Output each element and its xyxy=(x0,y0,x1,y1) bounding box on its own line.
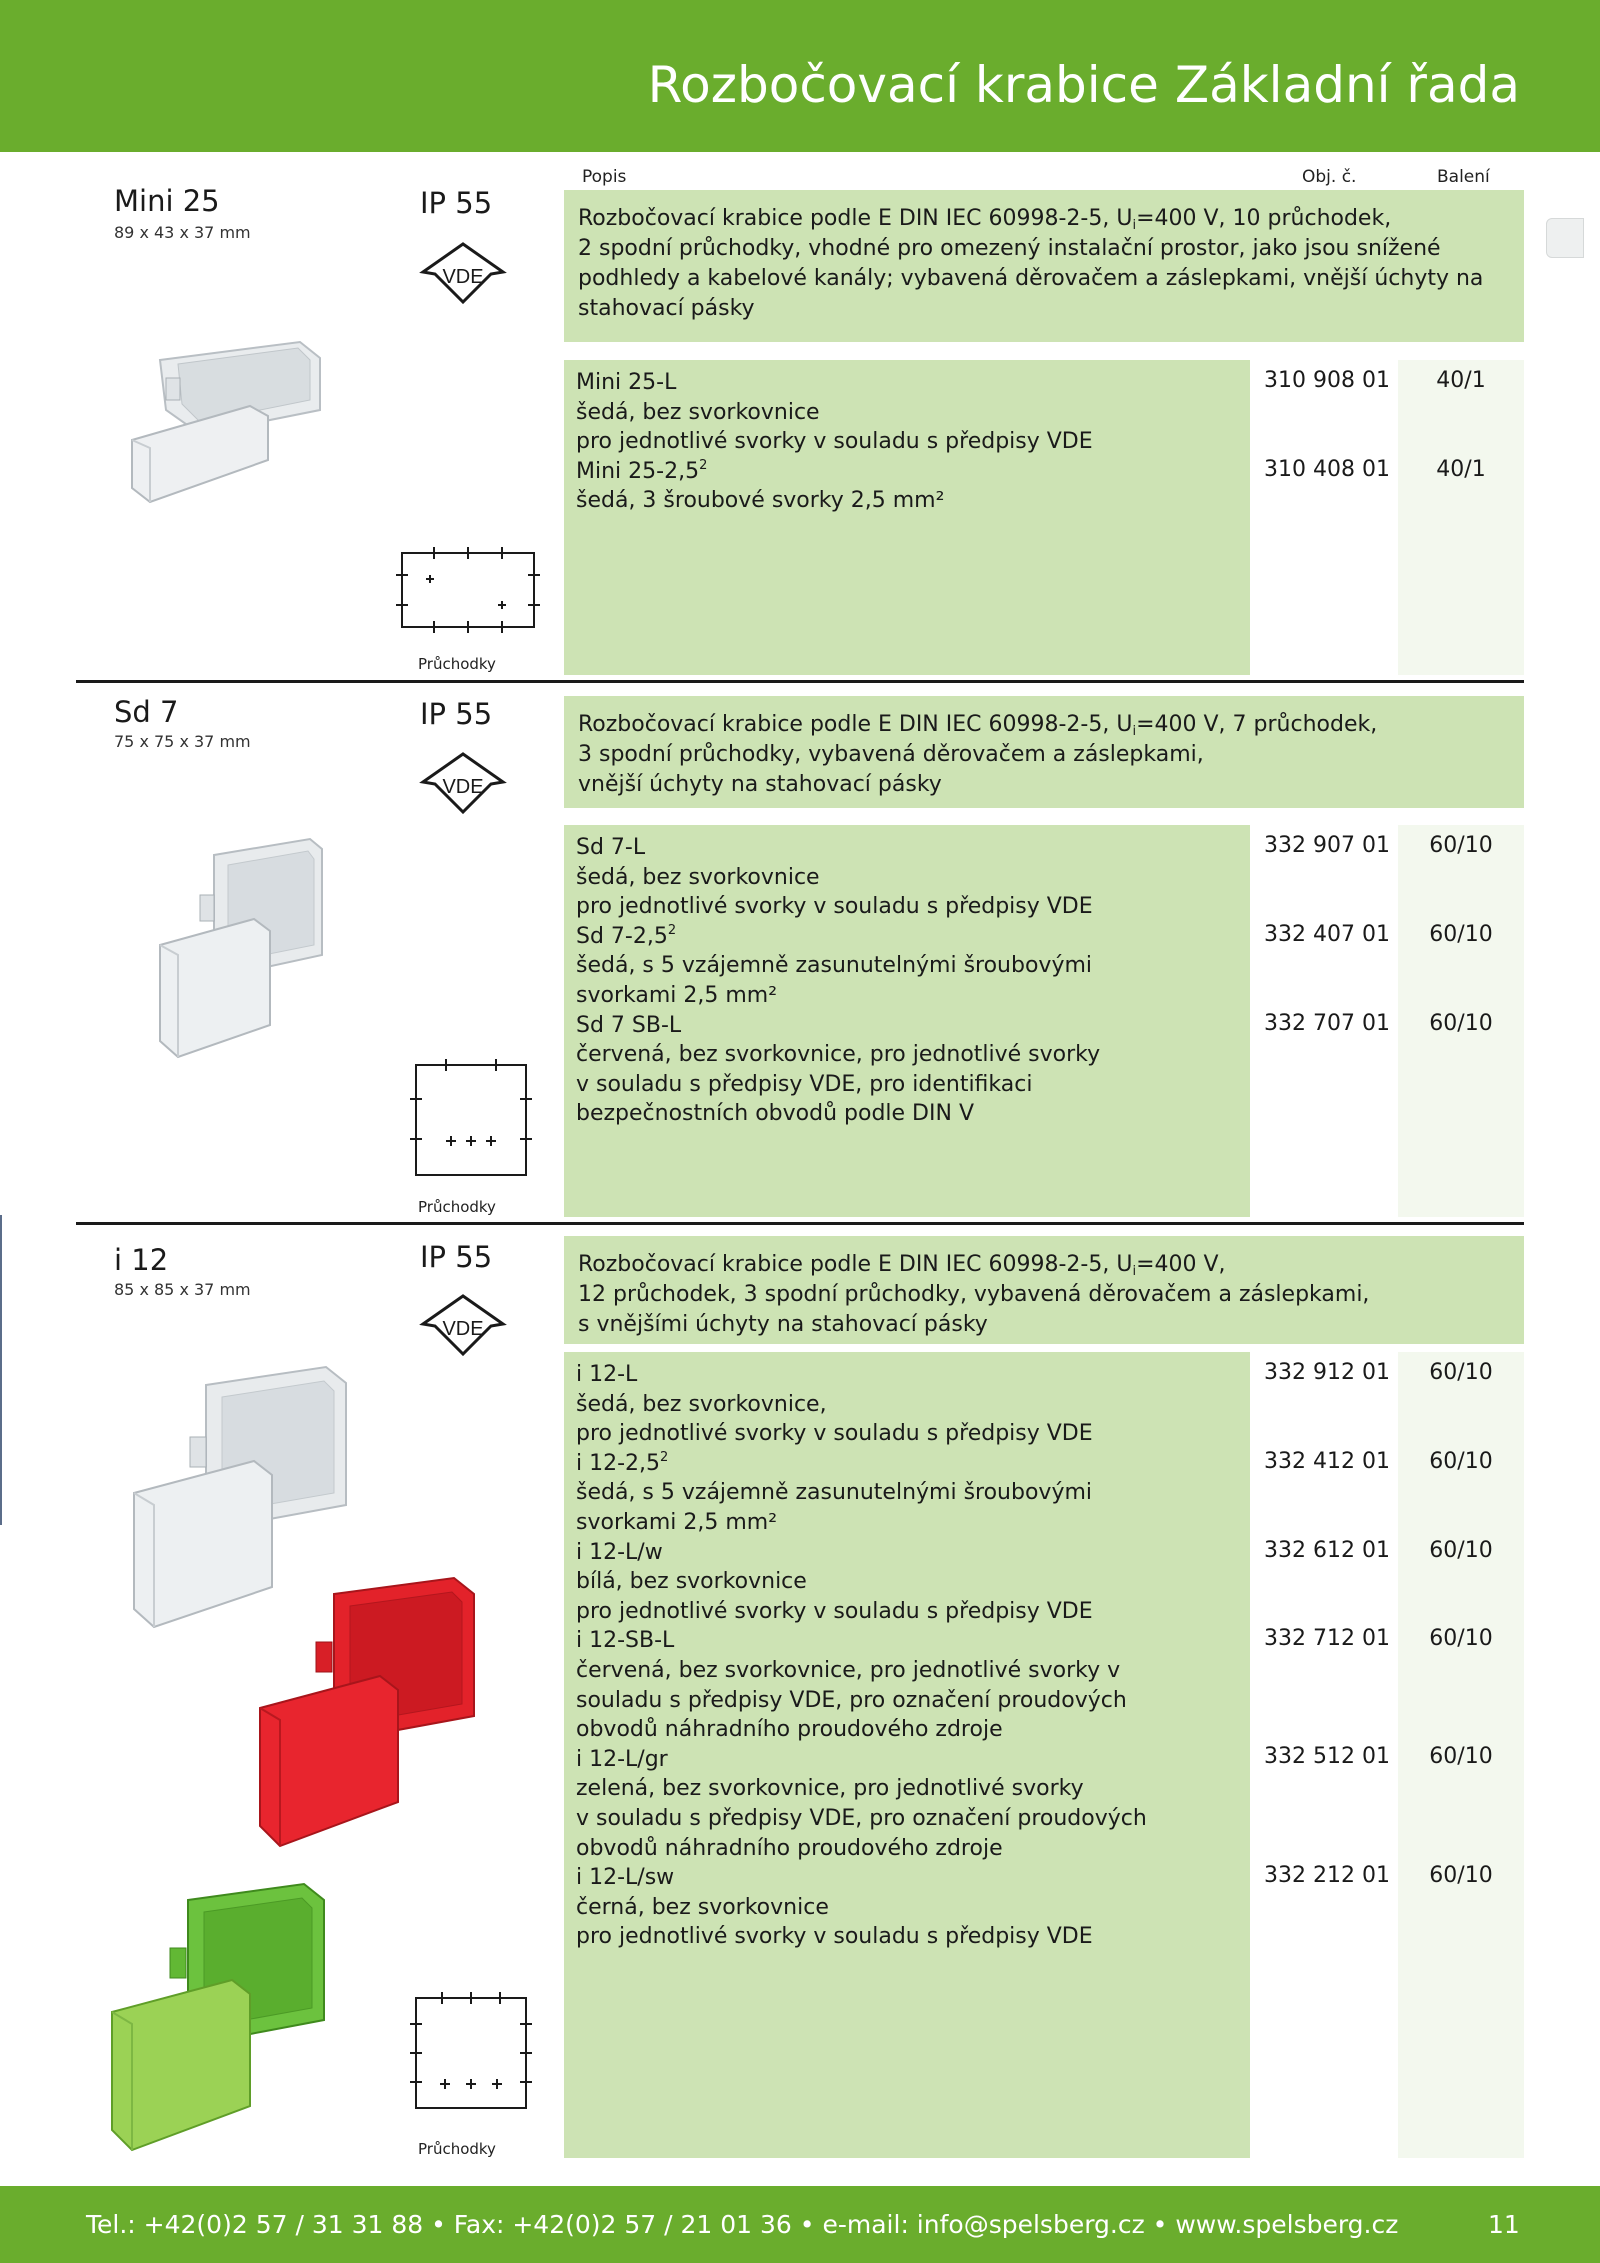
vde-mark-icon xyxy=(419,750,507,816)
ip-rating: IP 55 xyxy=(420,186,493,220)
packaging-column xyxy=(1398,1352,1524,2158)
entries-label: Průchodky xyxy=(418,1198,496,1216)
description-line: vnější úchyty na stahovací pásky xyxy=(578,772,942,797)
variant-line: červená, bez svorkovnice, pro jednotlivé svorky v xyxy=(576,1657,1121,1683)
order-number-column xyxy=(1250,360,1398,675)
order-number: 332 712 01 xyxy=(1264,1626,1390,1651)
variant-line: červená, bez svorkovnice, pro jednotlivé svorky xyxy=(576,1042,1101,1068)
variant-list xyxy=(564,360,1250,675)
description-line: 3 spodní průchodky, vybavená děrovačem a záslepkami, xyxy=(578,742,1204,767)
variant-line: v souladu s předpisy VDE, pro identifikaci xyxy=(576,1071,1033,1097)
section-divider xyxy=(76,680,1524,683)
variant-line: pro jednotlivé svorky v souladu s předpisy VDE xyxy=(576,1924,1093,1950)
mini25-product-image xyxy=(120,330,330,510)
variant-line: obvodů náhradního proudového zdroje xyxy=(576,1835,1003,1861)
packaging-column xyxy=(1398,360,1524,675)
variant-line: i 12-SB-L xyxy=(576,1628,675,1654)
variant-line: šedá, s 5 vzájemně zasunutelnými šroubovými xyxy=(576,953,1093,979)
order-number-column xyxy=(1250,825,1398,1217)
variant-line: černá, bez svorkovnice xyxy=(576,1894,829,1920)
packaging-value: 60/10 xyxy=(1429,1863,1493,1888)
vde-mark-icon xyxy=(419,1292,507,1358)
page-number: 11 xyxy=(1488,2210,1520,2239)
order-number: 332 512 01 xyxy=(1264,1744,1390,1769)
order-number: 310 908 01 xyxy=(1264,368,1390,393)
product-dimensions: 89 x 43 x 37 mm xyxy=(114,223,251,242)
product-description xyxy=(564,696,1524,808)
variant-line: i 12-L/gr xyxy=(576,1746,668,1772)
variant-list xyxy=(564,1352,1250,2158)
order-number: 332 212 01 xyxy=(1264,1863,1390,1888)
section-divider xyxy=(76,1222,1524,1225)
description-line: Rozbočovací krabice podle E DIN IEC 60998-2-5, $U_i=400$ V, 7 průchodek, xyxy=(578,712,1378,739)
variant-line: i 12-L/sw xyxy=(576,1865,675,1891)
ip-rating: IP 55 xyxy=(420,697,493,731)
description-line: s vnějšími úchyty na stahovací pásky xyxy=(578,1312,988,1337)
variant-line: pro jednotlivé svorky v souladu s předpisy VDE xyxy=(576,429,1093,455)
page-header xyxy=(0,0,1600,152)
packaging-value: 60/10 xyxy=(1429,1360,1493,1385)
column-header-obj: Obj. č. xyxy=(1302,167,1357,187)
product-name: Sd 7 xyxy=(114,695,179,729)
order-number: 332 707 01 xyxy=(1264,1011,1390,1036)
vde-mark-text: VDE xyxy=(442,776,484,798)
variant-line: bílá, bez svorkovnice xyxy=(576,1569,807,1595)
product-name: Mini 25 xyxy=(114,184,220,218)
variant-line: šedá, bez svorkovnice xyxy=(576,864,820,890)
description-line: podhledy a kabelové kanály; vybavená děrovačem a záslepkami, vnější úchyty na xyxy=(578,266,1484,291)
variant-line: Sd 7 SB-L xyxy=(576,1012,682,1038)
entries-label: Průchodky xyxy=(418,655,496,673)
packaging-value: 60/10 xyxy=(1429,1011,1493,1036)
variant-line: Mini 25-L xyxy=(576,370,677,395)
packaging-value: 60/10 xyxy=(1429,833,1493,858)
entries-diagram xyxy=(406,1055,536,1185)
variant-line: pro jednotlivé svorky v souladu s předpisy VDE xyxy=(576,1421,1093,1447)
variant-line: pro jednotlivé svorky v souladu s předpisy VDE xyxy=(576,894,1093,920)
variant-line: i $12-2,5^2$ xyxy=(576,1449,669,1476)
variant-line: šedá, 3 šroubové svorky 2,5 mm² xyxy=(576,488,945,514)
variant-line: Sd $7-2,5^2$ xyxy=(576,922,677,949)
column-header-popis: Popis xyxy=(582,167,627,187)
order-number: 332 612 01 xyxy=(1264,1538,1390,1563)
packaging-value: 60/10 xyxy=(1429,1538,1493,1563)
i12-red-product-image xyxy=(250,1576,480,1856)
order-number: 332 412 01 xyxy=(1264,1449,1390,1474)
variant-line: souladu s předpisy VDE, pro označení proudových xyxy=(576,1687,1127,1713)
packaging-value: 40/1 xyxy=(1436,457,1486,482)
order-number: 332 912 01 xyxy=(1264,1360,1390,1385)
product-description xyxy=(564,190,1524,342)
packaging-value: 60/10 xyxy=(1429,922,1493,947)
sd7-product-image xyxy=(150,835,330,1075)
variant-line: zelená, bez svorkovnice, pro jednotlivé svorky xyxy=(576,1776,1084,1802)
product-name: i 12 xyxy=(114,1243,169,1277)
vde-mark-text: VDE xyxy=(442,266,484,288)
variant-line: pro jednotlivé svorky v souladu s předpisy VDE xyxy=(576,1598,1093,1624)
description-line: Rozbočovací krabice podle E DIN IEC 60998-2-5, $U_i=400$ V, 10 průchodek, xyxy=(578,206,1392,233)
description-line: stahovací pásky xyxy=(578,296,755,321)
description-line: 12 průchodek, 3 spodní průchodky, vybavená děrovačem a záslepkami, xyxy=(578,1282,1370,1307)
variant-line: i 12-L/w xyxy=(576,1539,663,1565)
entries-label: Průchodky xyxy=(418,2140,496,2158)
packaging-column xyxy=(1398,825,1524,1217)
order-number: 332 407 01 xyxy=(1264,922,1390,947)
packaging-value: 60/10 xyxy=(1429,1744,1493,1769)
variant-line: Mini $25-2,5^2$ xyxy=(576,457,708,484)
variant-line: bezpečnostních obvodů podle DIN V xyxy=(576,1101,974,1127)
variant-line: v souladu s předpisy VDE, pro označení proudových xyxy=(576,1805,1147,1831)
variant-line: obvodů náhradního proudového zdroje xyxy=(576,1717,1003,1743)
packaging-value: 60/10 xyxy=(1429,1449,1493,1474)
product-dimensions: 85 x 85 x 37 mm xyxy=(114,1280,251,1299)
variant-line: i 12-L xyxy=(576,1362,638,1387)
variant-line: šedá, bez svorkovnice, xyxy=(576,1391,827,1417)
order-number: 332 907 01 xyxy=(1264,833,1390,858)
ip-rating: IP 55 xyxy=(420,1240,493,1274)
product-dimensions: 75 x 75 x 37 mm xyxy=(114,732,251,751)
variant-line: svorkami 2,5 mm² xyxy=(576,982,778,1008)
page-footer xyxy=(0,2186,1600,2263)
page-title: Rozbočovací krabice Základní řada xyxy=(647,56,1520,114)
column-header-baleni: Balení xyxy=(1437,167,1490,187)
order-number-column xyxy=(1250,1352,1398,2158)
variant-line: Sd 7-L xyxy=(576,835,646,860)
vde-mark-icon xyxy=(419,240,507,306)
variant-line: šedá, bez svorkovnice xyxy=(576,399,820,425)
side-tab-marker xyxy=(1546,218,1584,258)
variant-line: svorkami 2,5 mm² xyxy=(576,1509,778,1535)
packaging-value: 40/1 xyxy=(1436,368,1486,393)
entries-diagram xyxy=(406,1988,536,2118)
variant-list xyxy=(564,825,1250,1217)
edge-marker xyxy=(0,1215,2,1525)
packaging-value: 60/10 xyxy=(1429,1626,1493,1651)
variant-line: šedá, s 5 vzájemně zasunutelnými šroubovými xyxy=(576,1480,1093,1506)
footer-contact: Tel.: +42(0)2 57 / 31 31 88 • Fax: +42(0)2 57 / 21 01 36 • e-mail: info@spelsberg.cz • www.spelsberg.cz xyxy=(86,2210,1399,2239)
entries-diagram xyxy=(392,545,544,635)
vde-mark-text: VDE xyxy=(442,1318,484,1340)
description-line: 2 spodní průchodky, vhodné pro omezený instalační prostor, jako jsou snížené xyxy=(578,236,1441,261)
i12-green-product-image xyxy=(104,1882,334,2162)
description-line: Rozbočovací krabice podle E DIN IEC 60998-2-5, $U_i=400$ V, xyxy=(578,1252,1226,1279)
order-number: 310 408 01 xyxy=(1264,457,1390,482)
product-description xyxy=(564,1236,1524,1344)
